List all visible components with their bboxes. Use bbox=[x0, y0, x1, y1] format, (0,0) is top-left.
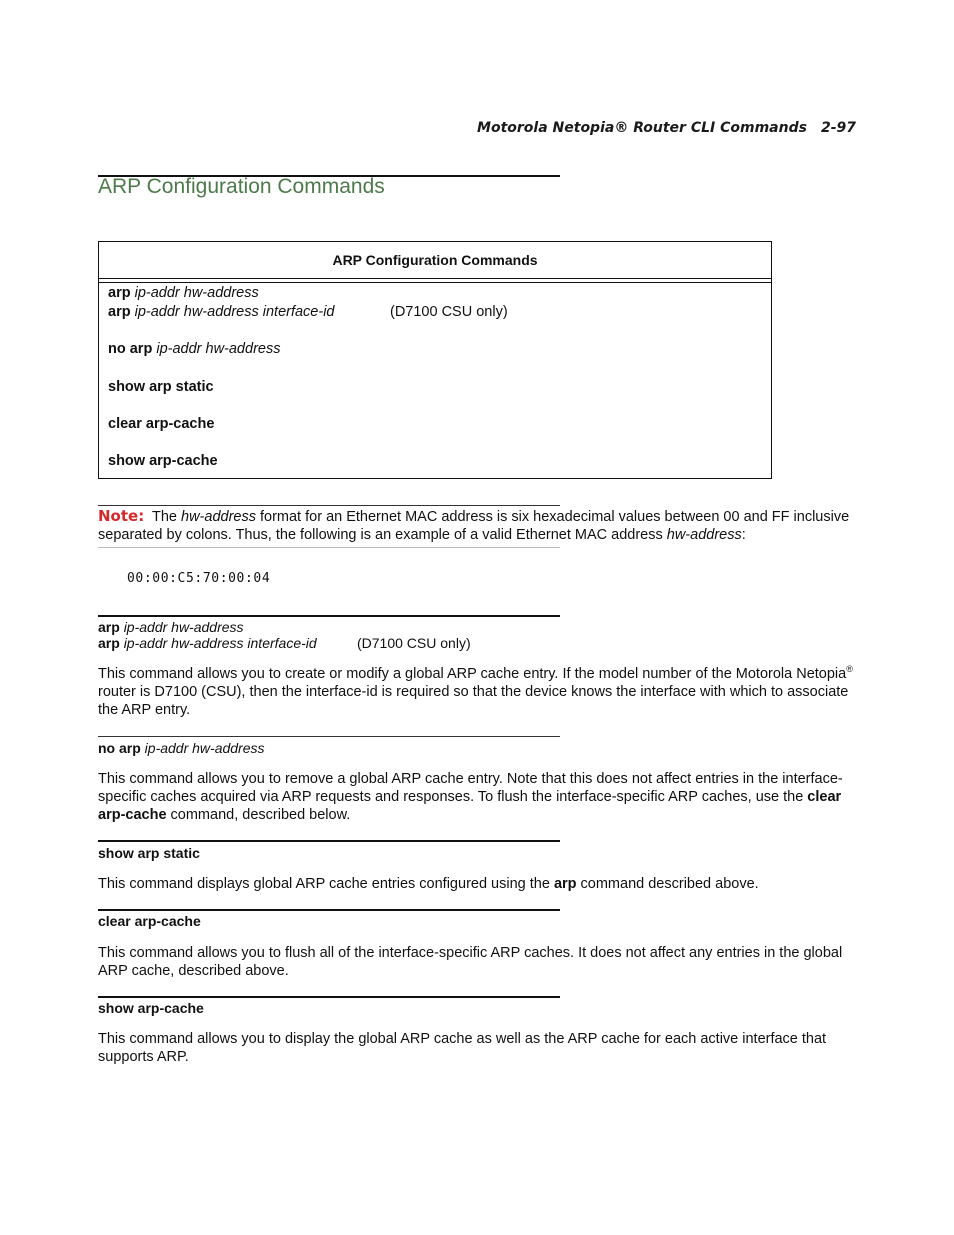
registered-mark: ® bbox=[846, 664, 853, 675]
note-text: : bbox=[741, 527, 746, 543]
entry-heading-no-arp bbox=[98, 740, 265, 756]
command-keyword: arp bbox=[108, 285, 131, 301]
description-text: command described above. bbox=[576, 876, 759, 892]
entry-heading-show-arp-static bbox=[98, 845, 200, 861]
command-reference: clear arp-cache bbox=[98, 789, 842, 823]
command-keyword: show arp-cache bbox=[108, 453, 218, 469]
command-keyword: clear arp-cache bbox=[108, 416, 215, 432]
entry-description-show-arp-static bbox=[98, 875, 858, 893]
note-label: Note: bbox=[98, 507, 145, 525]
description-text: This command displays global ARP cache entries configured using the bbox=[98, 876, 554, 892]
entry-description-no-arp bbox=[98, 770, 858, 824]
entry-description-arp bbox=[98, 665, 858, 719]
command-args: ip-addr hw-address bbox=[156, 341, 281, 357]
table-row bbox=[108, 285, 259, 301]
command-args: ip-addr hw-address bbox=[134, 285, 259, 301]
entry-rule bbox=[98, 736, 560, 737]
entry-description-clear-arp-cache: This command allows you to flush all of the interface-specific ARP caches. It does not affect any entries in the global ARP cache, described above. bbox=[98, 945, 843, 979]
note-term: hw-address bbox=[666, 527, 742, 543]
command-reference: arp bbox=[553, 876, 577, 892]
command-keyword: no arp bbox=[98, 740, 141, 756]
command-keyword: show arp static bbox=[98, 845, 200, 861]
note-term: hw-address bbox=[181, 509, 256, 525]
description-text: This command allows you to remove a global ARP cache entry. Note that this does not affect entries in the interface-specific caches acquired via ARP requests and responses. To flush the interface-specific ARP caches, use the bbox=[98, 771, 843, 805]
note-text: The bbox=[152, 509, 182, 525]
entry-heading-arp-interface bbox=[98, 635, 317, 651]
command-keyword: arp bbox=[108, 304, 131, 320]
command-keyword: arp bbox=[98, 635, 120, 651]
table-row-note: (D7100 CSU only) bbox=[390, 304, 508, 320]
running-head bbox=[0, 120, 856, 136]
table-row bbox=[108, 341, 280, 357]
table-row bbox=[108, 416, 214, 432]
entry-description-show-arp-cache: This command allows you to display the global ARP cache as well as the ARP cache for each active interface that supports ARP. bbox=[98, 1031, 827, 1065]
command-keyword: show arp-cache bbox=[98, 1000, 204, 1016]
table-row bbox=[108, 379, 214, 395]
command-args: ip-addr hw-address bbox=[144, 740, 265, 756]
note bbox=[98, 507, 858, 544]
running-head-title: Motorola Netopia® Router CLI Commands bbox=[477, 120, 807, 136]
note-text: format for an Ethernet MAC address is six hexadecimal values between 00 and FF inclusive separated by colons. Thus, the following is an example of a valid Ethernet MAC address bbox=[98, 509, 850, 543]
description-text: This command allows you to create or modify a global ARP cache entry. If the model number of the Motorola Netopia bbox=[98, 666, 847, 682]
table-row bbox=[108, 304, 334, 320]
description-text: command, described below. bbox=[166, 807, 351, 823]
entry-rule bbox=[98, 615, 560, 617]
entry-heading-arp bbox=[98, 619, 244, 635]
command-keyword: show arp static bbox=[108, 379, 214, 395]
entry-heading-clear-arp-cache bbox=[98, 913, 201, 929]
command-keyword: clear arp-cache bbox=[98, 913, 201, 929]
command-args: ip-addr hw-address bbox=[123, 619, 244, 635]
command-keyword: no arp bbox=[108, 341, 153, 357]
note-rule-bottom bbox=[98, 547, 560, 548]
command-keyword: arp bbox=[98, 619, 120, 635]
entry-rule bbox=[98, 909, 560, 911]
entry-heading-show-arp-cache bbox=[98, 1000, 204, 1016]
description-text: router is D7100 (CSU), then the interface-id is required so that the device knows the interface with which to associate the ARP entry. bbox=[98, 684, 849, 718]
entry-rule bbox=[98, 840, 560, 842]
example-mac-address: 00:00:C5:70:00:04 bbox=[127, 571, 271, 586]
command-args: ip-addr hw-address interface-id bbox=[134, 304, 335, 320]
command-summary-table bbox=[98, 241, 772, 479]
entry-rule bbox=[98, 996, 560, 998]
page-number: 2-97 bbox=[820, 120, 856, 136]
section-title: ARP Configuration Commands bbox=[98, 175, 385, 198]
entry-heading-note: (D7100 CSU only) bbox=[357, 635, 471, 651]
table-header: ARP Configuration Commands bbox=[332, 252, 538, 268]
table-row bbox=[108, 453, 218, 469]
command-args: ip-addr hw-address interface-id bbox=[123, 635, 317, 651]
note-rule-top bbox=[98, 505, 560, 506]
table-header-divider bbox=[99, 278, 771, 283]
